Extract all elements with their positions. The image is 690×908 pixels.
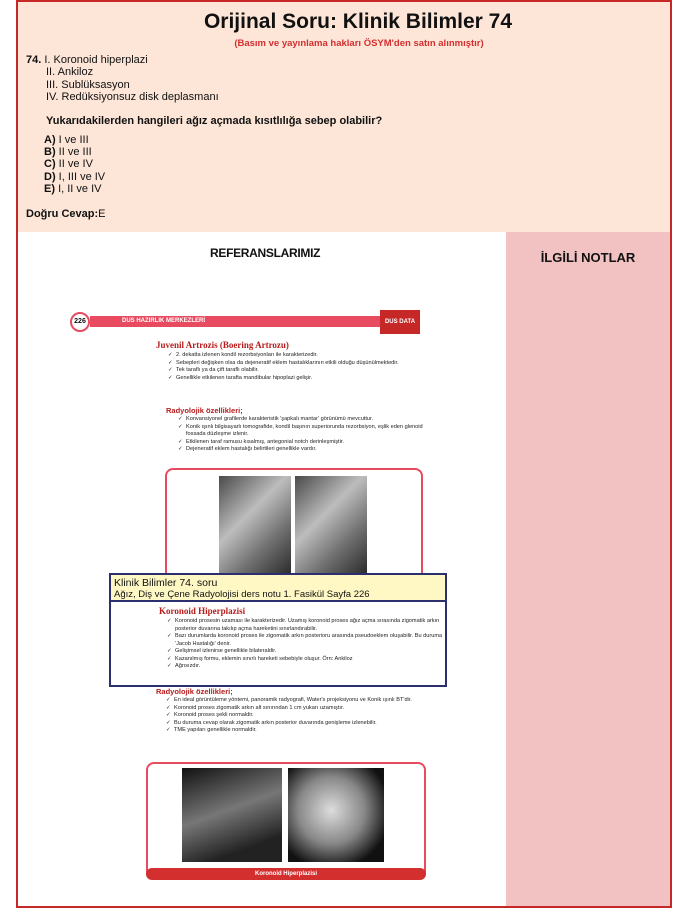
list-item: ✓ En ideal görüntüleme yöntemi, panoramik radyografi, Water's projeksiyonu ve Konik ışınlı BT'dir.	[166, 697, 426, 705]
xray-image	[182, 768, 282, 862]
list-item: ✓ Ağrısızdır.	[167, 663, 445, 671]
question-item: II. Ankiloz	[46, 66, 94, 79]
option-a: A) I ve III	[44, 134, 89, 146]
list-item: ✓ Koronoid proses zigomatik arkın alt sınırından 1 cm yukarı uzamıştır.	[166, 705, 426, 713]
radiology-title: Radyolojik özellikleri;	[156, 687, 233, 696]
option-d: D) I, III ve IV	[44, 170, 106, 183]
reference-header	[111, 575, 445, 602]
question-item: IV. Redüksiyonsuz disk deplasmanı	[46, 91, 219, 104]
references-title: REFERANSLARIMIZ	[210, 246, 321, 260]
reference-line: Ağız, Diş ve Çene Radyolojisi ders notu 1. Fasikül Sayfa 226	[114, 589, 370, 600]
list-item: ✓ Gelişimsel izlenirse genellikle bilateraldir.	[167, 648, 445, 656]
reference-line: Klinik Bilimler 74. soru	[114, 577, 218, 589]
radiology-title: Radyolojik özellikleri;	[166, 406, 243, 415]
section-title: Juvenil Artrozis (Boering Artrozu)	[156, 340, 289, 350]
radiology2-bullets	[166, 697, 426, 735]
list-item: ✓ Konik ışınlı bilgisayarlı tomografide, kondil başının superiorunda rezorbsiyon, eşlik eden glenoid fossada düzleşme izlenir.	[178, 424, 424, 439]
question-items	[26, 54, 219, 104]
copyright-note: (Basım ve yayınlama hakları ÖSYM'den satın alınmıştır)	[234, 38, 484, 49]
list-item: ✓ Tek taraflı ya da çift taraflı olabilir.	[168, 367, 424, 375]
section2-bullets	[167, 618, 445, 671]
notes-title: İLGİLİ NOTLAR	[540, 250, 636, 265]
page-title: Orijinal Soru: Klinik Bilimler 74	[203, 10, 513, 33]
correct-answer: Doğru Cevap:E	[26, 208, 106, 220]
question-item: III. Sublüksasyon	[46, 78, 130, 91]
list-item: ✓ Konvansiyonel grafilerde karakteristik 'şapkalı mantar' görünümü mevcuttur.	[178, 416, 424, 424]
list-item: ✓ Genellikle etkilenen tarafta mandibular hipoplazi gelişir.	[168, 375, 424, 383]
ct-3d-image	[288, 768, 384, 862]
page-header-text: DUS HAZIRLIK MERKEZLERİ	[122, 318, 205, 324]
list-item: ✓ Etkilenen taraf ramusu kısalmış, antegonial notch derinleşmiştir.	[178, 439, 424, 447]
list-item: ✓ Bazı durumlarda koronoid proses ile zigomatik arkın posterioru arasında pseudoeklem oluşabilir. Bu duruma 'Jacob Hastalığı' denir.	[167, 633, 445, 648]
option-e: E) I, II ve IV	[44, 182, 102, 195]
list-item: ✓ Dejeneratif eklem hastalığı belirtileri genellikle vardır.	[178, 446, 424, 454]
section-title: Koronoid Hiperplazisi	[159, 606, 246, 616]
list-item: ✓ TME yapıları genellikle normaldir.	[166, 727, 426, 735]
page-number: 226	[70, 312, 90, 332]
question-item: I. Koronoid hiperplazi	[44, 54, 148, 66]
list-item: ✓ Koronoid proses şekli normaldir.	[166, 712, 426, 720]
list-item: ✓ 2. dekatta izlenen kondil rezorbsiyonları ile karakterizedir.	[168, 352, 424, 360]
list-item: ✓ Kazanılmış formu, eklemin sınırlı hareketi sebebiyle oluşur. Örn: Ankiloz	[167, 656, 445, 664]
option-c: C) II ve IV	[44, 158, 93, 171]
dus-data-logo: DUS DATA	[380, 310, 420, 334]
option-b: B) II ve III	[44, 146, 92, 159]
notes-column	[506, 232, 670, 906]
figure-caption: Koronoid Hiperplazisi	[146, 868, 426, 880]
xray-frame	[146, 762, 426, 880]
list-item: ✓ Koronoid prosesin uzaması ile karakterizedir. Uzamış koronoid proses ağız açma sırasında zigomatik arkın posterior duvarına takılıp açma hareketini sınırlandırabilir.	[167, 618, 445, 633]
answer-options	[44, 134, 105, 195]
question-stem: Yukarıdakilerden hangileri ağız açmada kısıtlılığa sebep olabilir?	[46, 115, 383, 127]
section1-bullets	[168, 352, 424, 382]
list-item: ✓ Bu duruma cevap olarak zigomatik arkın posterior duvarında genişleme izlenebilir.	[166, 720, 426, 728]
xray-image	[219, 476, 291, 574]
list-item: ✓ Sebepleri değişken olsa da dejeneratif eklem hastalıklarının etkili olduğu düşünülmektedir.	[168, 360, 424, 368]
question-panel	[18, 2, 670, 232]
xray-image	[295, 476, 367, 574]
reference-overlay	[109, 573, 447, 687]
xray-frame	[165, 468, 423, 578]
radiology1-bullets	[178, 416, 424, 454]
question-number: 74.	[26, 54, 42, 66]
